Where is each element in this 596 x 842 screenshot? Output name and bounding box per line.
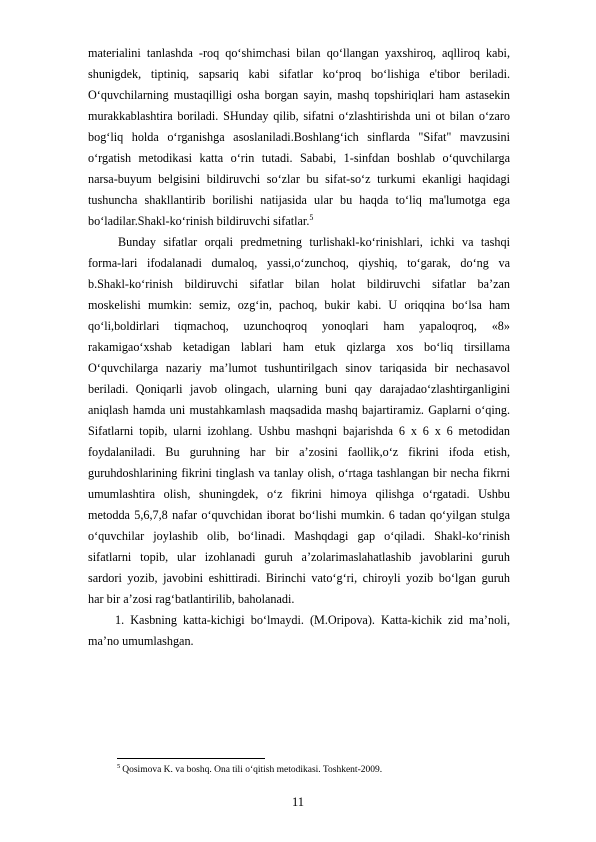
body-line-23: metodda 5,6,7,8 nafar o‘quvchidan iborat bo‘lishi mumkin. 6 tadan qo‘yilgan stulga xyxy=(88,508,510,522)
body-line-21: guruhdoshlarining fikrini tinglash va tanlay olish, o‘rtaga tashlangan bir necha fikrni xyxy=(88,466,510,480)
body-line-22: umumlashtira olish, shuningdek, o‘z fikrini himoya qilishga o‘rgatadi. Ushbu xyxy=(88,487,510,501)
body-line-11: forma-lari ifodalanadi dumaloq, yassi,o‘zunchoq, qiyshiq, to‘garak, do‘ng va xyxy=(88,256,510,270)
body-line-17: beriladi. Qoniqarli javob olingach, ularning buni qay darajadao‘zlashtirganligini xyxy=(88,382,510,396)
body-line-10: Bunday sifatlar orqali predmetning turlishakl-ko‘rinishlari, ichki va tashqi xyxy=(118,235,510,249)
body-line-24: o‘quvchilar joylashib olib, bo‘linadi. Mashqdagi gap o‘qiladi. Shakl-ko‘rinish xyxy=(88,529,510,543)
body-line-7: narsa-buyum belgisini bildiruvchi so‘zlar bu sifat-so‘z turkumi ekanligi haqidagi xyxy=(88,172,510,186)
footnote-text: Qosimova K. va boshq. Ona tili o‘qitish metodikasi. Toshkent-2009. xyxy=(122,765,383,775)
body-line-5: bog‘liq holda o‘rganishga asoslaniladi.Boshlang‘ich sinflarda "Sifat" mavzusini xyxy=(88,130,510,144)
body-line-4: murakkablashtira boriladi. SHunday qilib, sifatni o‘zlashtirishda uni ot bilan o‘zaro xyxy=(88,109,510,123)
page-number: 11 xyxy=(291,795,305,809)
body-line-8: tushuncha shakllantirib borilishi natijasida ular bu haqda to‘liq ma'lumotga ega xyxy=(88,193,510,207)
body-line-15: rakamigao‘xshab ketadigan lablari ham etuk qizlarga xos bo‘liq tirsillama xyxy=(88,340,510,354)
body-line-18: aniqlash hamda uni mustahkamlash maqsadida mashq bajartiramiz. Gaplarni o‘qing. xyxy=(88,403,510,417)
body-line-26: sardori yozib, javobini eshittiradi. Birinchi vato‘g‘ri, chiroyli yozib bo‘lgan guruh xyxy=(88,571,510,585)
body-line-16: O‘quvchilarga nazariy ma’lumot tushuntirilgach sinov tariqasida bir nechasavol xyxy=(88,361,510,375)
page-body xyxy=(88,43,510,652)
body-line-2: shunigdek, tiptiniq, sapsariq kabi sifatlar ko‘proq bo‘lishiga e'tibor beriladi. xyxy=(88,67,510,81)
body-line-6: o‘rgatish metodikasi katta o‘rin tutadi. Sababi, 1-sinfdan boshlab o‘quvchilarga xyxy=(88,151,510,165)
body-line-20: foydalaniladi. Bu guruhning har bir a’zosini faollik,o‘z fikrini ifoda etish, xyxy=(88,445,510,459)
body-line-13: moskelishi mumkin: semiz, ozg‘in, pachoq, bukir kabi. U oriqqina bo‘lsa ham xyxy=(88,298,510,312)
body-line-1: materialini tanlashda -roq qo‘shimchasi bilan qo‘llangan yaxshiroq, aqlliroq kabi, xyxy=(88,46,510,60)
body-line-19: Sifatlarni topib, ularni izohlang. Ushbu mashqni bajarishda 6 x 6 x 6 metodidan xyxy=(88,424,510,438)
footnote-reference[interactable]: 5 xyxy=(309,212,314,222)
body-line-28: 1. Kasbning katta-kichigi bo‘lmaydi. (M.Oripova). Katta-kichik zid ma’noli, xyxy=(115,613,510,627)
footnote-marker: 5 xyxy=(117,762,121,770)
body-line-3: O‘quvchilarning mustaqilligi osha borgan sayin, mashq topshiriqlari ham astasekin xyxy=(88,88,510,102)
body-line-27: har bir a’zosi rag‘batlantirilib, baholanadi. xyxy=(88,592,295,606)
body-line-12: b.Shakl-ko‘rinish bildiruvchi sifatlar bilan holat bildiruvchi sifatlar ba’zan xyxy=(88,277,510,291)
body-line-29: ma’no umumlashgan. xyxy=(88,634,194,648)
footnote xyxy=(117,764,382,776)
body-line-14: qo‘li,boldirlari tiqmachoq, uzunchoqroq yonoqlari ham yapaloqroq, «8» xyxy=(88,319,510,333)
body-line-25: sifatlarni topib, ular izohlanadi guruh a’zolarimaslahatlashib javoblarini guruh xyxy=(88,550,510,564)
body-line-9-text: bo‘ladilar.Shakl-ko‘rinish bildiruvchi sifatlar. xyxy=(88,214,310,228)
footnote-divider xyxy=(117,758,265,759)
body-line-9 xyxy=(88,211,510,232)
